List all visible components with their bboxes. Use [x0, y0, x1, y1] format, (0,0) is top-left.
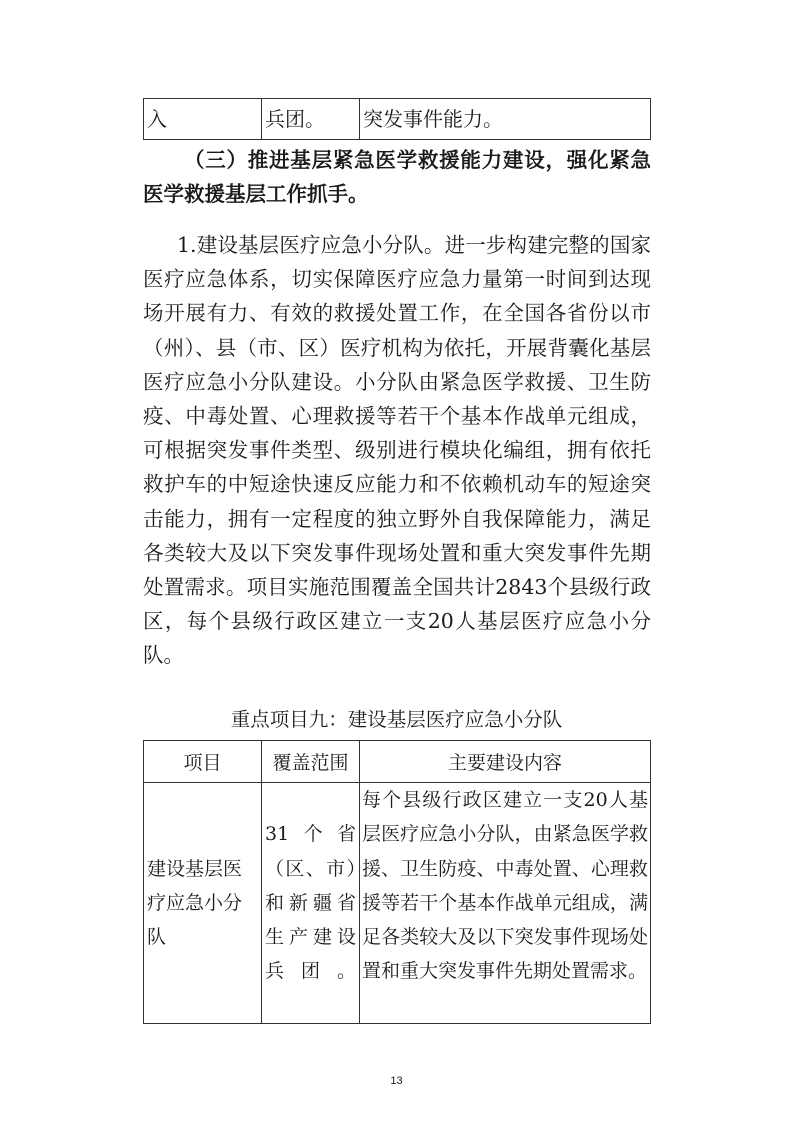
table-row [144, 99, 651, 140]
table-caption: 重点项目九：建设基层医疗应急小分队 [230, 708, 563, 731]
header-scope: 覆盖范围 [262, 741, 360, 783]
table-cell: 突发事件能力。 [360, 99, 651, 140]
table-header-row [144, 741, 651, 783]
table-cell: 兵团。 [262, 99, 360, 140]
table-row [144, 783, 651, 1024]
continued-table [143, 98, 651, 140]
header-content: 主要建设内容 [360, 741, 651, 783]
table-cell: 入 [144, 99, 262, 140]
cell-content-wrapper [360, 783, 651, 1024]
page-number: 13 [390, 1075, 403, 1087]
header-project: 项目 [144, 741, 262, 783]
cell-scope: 31个省（区、市）和新疆省生产建设兵团。 [262, 783, 360, 1024]
section-heading: （三）推进基层紧急医学救援能力建设，强化紧急医学救援基层工作抓手。 [143, 148, 651, 207]
project-table [143, 740, 651, 1024]
cell-project: 建设基层医疗应急小分队 [144, 783, 262, 1024]
body-paragraph: 1.建设基层医疗应急小分队。进一步构建完整的国家医疗应急体系，切实保障医疗应急力量第一时间到达现场开展有力、有效的救援处置工作，在全国各省份以市（州）、县（市、区）医疗机构为依托，开展背囊化基层医疗应急小分队建设。小分队由紧急医学救援、卫生防疫、中毒处置、心理救援等若干个基本作战单元组成，可根据突发事件类型、级别进行模块化编组，拥有依托救护车的中短途快速反应能力和不依赖机动车的短途突击能力，拥有一定程度的独立野外自我保障能力，满足各类较大及以下突发事件现场处置和重大突发事件先期处置需求。项目实施范围覆盖全国共计2843个县级行政区，每个县级行政区建立一支20人基层医疗应急小分队。 [143, 233, 651, 668]
cell-content: 每个县级行政区建立一支20人基层医疗应急小分队，由紧急医学救援、卫生防疫、中毒处置、心理救援等若干个基本作战单元组成，满足各类较大及以下突发事件现场处置和重大突发事件先期处置需求。 [362, 789, 648, 983]
